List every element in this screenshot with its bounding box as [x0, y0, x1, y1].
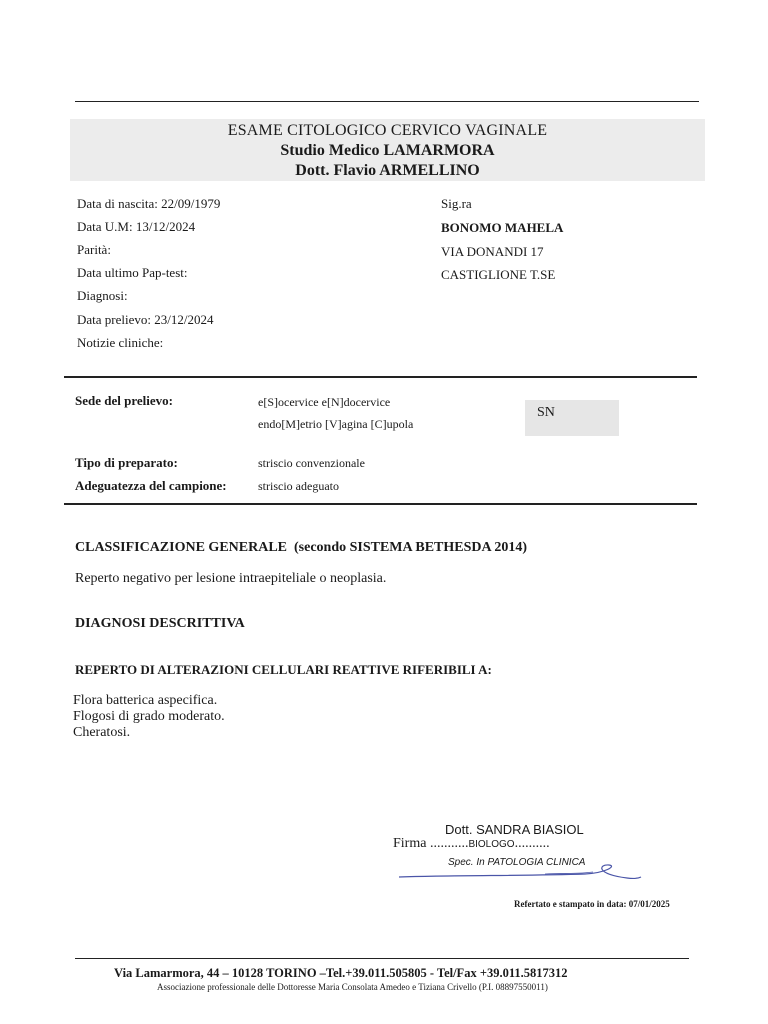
firma-dots: ...........	[429, 836, 469, 851]
handwritten-signature	[395, 862, 645, 884]
field-sample-date	[77, 312, 213, 328]
field-diagnosis	[77, 288, 128, 304]
signer-role: BIOLOGO	[468, 839, 515, 850]
recipient-salutation: Sig.ra	[441, 196, 472, 211]
site-options-line1: e[S]ocervice e[N]docervice	[258, 395, 391, 409]
findings-list	[73, 693, 225, 741]
field-last-pap	[77, 265, 187, 281]
diagnosis-heading: DIAGNOSI DESCRITTIVA	[75, 616, 245, 631]
classification-heading	[75, 540, 527, 556]
report-date: Refertato e stampato in data: 07/01/2025	[514, 899, 670, 909]
field-label: Parità:	[77, 242, 111, 257]
site-code: SN	[537, 405, 555, 420]
firma-label: Firma	[393, 836, 427, 851]
recipient-name: BONOMO MAHELA	[441, 220, 564, 235]
prep-label: Tipo di preparato:	[75, 455, 178, 470]
site-label: Sede del prelievo:	[75, 393, 173, 408]
field-label: Data ultimo Pap-test:	[77, 265, 188, 280]
adequacy-value: striscio adeguato	[258, 479, 339, 493]
signature-line	[393, 836, 550, 852]
classification-text: Reperto negativo per lesione intraepiteliale o neoplasia.	[75, 571, 387, 586]
field-um-date	[77, 219, 195, 235]
footer-rule	[75, 958, 689, 959]
classification-note: (secondo SISTEMA BETHESDA 2014)	[294, 540, 527, 555]
field-value: 22/09/1979	[161, 196, 221, 211]
firma-dots: ..........	[514, 836, 550, 851]
prep-value: striscio convenzionale	[258, 456, 365, 470]
field-label: Data prelievo:	[77, 312, 151, 327]
site-options-line2: endo[M]etrio [V]agina [C]upola	[258, 417, 414, 431]
studio-name: Studio Medico LAMARMORA	[280, 142, 495, 159]
section-rule	[64, 376, 697, 378]
adequacy-label: Adeguatezza del campione:	[75, 478, 227, 493]
footer-association: Associazione professionale delle Dottoresse Maria Consolata Amedeo e Tiziana Crivello (P.I. 08897550011)	[157, 982, 548, 992]
spec-text: In PATOLOGIA CLINICA	[476, 857, 586, 868]
field-label: Notizie cliniche:	[77, 335, 164, 350]
field-value: 13/12/2024	[135, 219, 196, 234]
classification-title: CLASSIFICAZIONE GENERALE	[75, 540, 287, 555]
field-label: Data di nascita:	[77, 196, 158, 211]
finding-item: Flora batterica aspecifica.	[73, 693, 218, 708]
spec-prefix: Spec.	[448, 857, 474, 868]
field-parity	[77, 242, 111, 258]
recipient-city: CASTIGLIONE T.SE	[441, 267, 556, 282]
signer-name: Dott. SANDRA BIASIOL	[445, 822, 584, 837]
finding-item: Cheratosi.	[73, 725, 131, 740]
field-value: 23/12/2024	[154, 312, 214, 327]
doctor-name: Dott. Flavio ARMELLINO	[295, 162, 480, 179]
report-title: ESAME CITOLOGICO CERVICO VAGINALE	[227, 122, 548, 139]
field-birth-date	[77, 196, 220, 212]
finding-item: Flogosi di grado moderato.	[73, 709, 225, 724]
section-rule	[64, 503, 697, 505]
diagnosis-subheading: REPERTO DI ALTERAZIONI CELLULARI REATTIVE RIFERIBILI A:	[75, 662, 492, 677]
footer-address: Via Lamarmora, 44 – 10128 TORINO –Tel.+39.011.505805 - Tel/Fax +39.011.5817312	[114, 966, 568, 980]
recipient-street: VIA DONANDI 17	[441, 244, 544, 259]
field-label: Diagnosi:	[77, 288, 128, 303]
field-clinical-notes	[77, 335, 163, 351]
field-label: Data U.M:	[77, 219, 133, 234]
top-rule	[75, 101, 699, 102]
